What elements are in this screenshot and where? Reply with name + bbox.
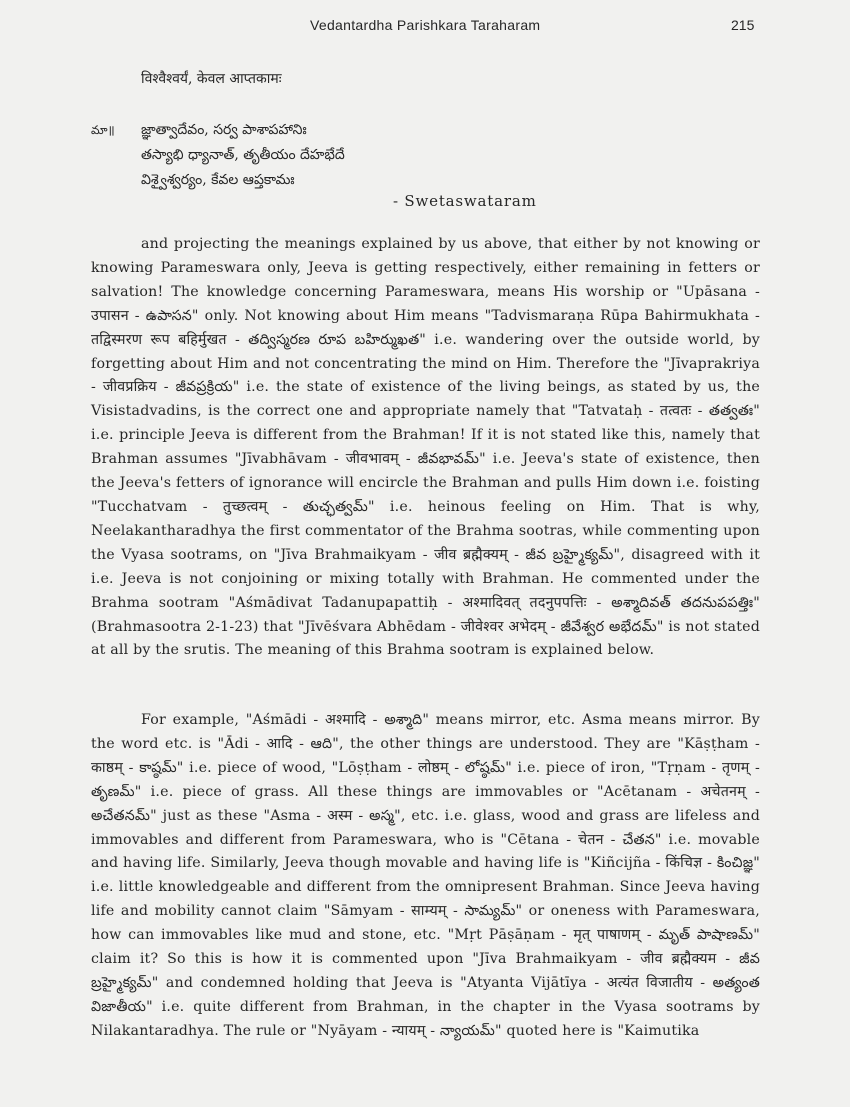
verse-telugu-line: తస్యాభి ధ్యానాత్, తృతీయం దేహభేదే [141,147,345,163]
body-paragraph: For example, "Aśmādi - अश्मादि - అశ్మాది" means mirror, etc. Asma means mirror. By the word etc. is "Ādi - आदि - ఆది", the other things are understood. They are "Kāṣṭham - काष्ठम् - కాష్ఠమ్" i.e. piece of wood, "Lōṣṭham - लोष्ठम् - లోష్ఠమ్" i.e. piece of iron, "Tṛṇam - तृणम् - తృణమ్" i.e. piece of grass. All these things are immovables or "Acētanam - अचेतनम् - అచేతనమ్" just as these "Asma - अस्म - అస్మ", etc. i.e. glass, wood and grass are lifeless and immovables and different from Parameswara, who is "Cētana - चेतन - చేతన" i.e. movable and having life. Similarly, Jeeva though movable and having life is "Kiñcijña - किंचिज्ञ - కించిజ్ఞ" i.e. little knowledgeable and different from the omnipresent Brahman. Since Jeeva having life and mobility cannot claim "Sāmyam - साम्यम् - సామ్యమ్" or oneness with Parameswara, how can immovables like mud and stone, etc. "Mṛt Pāṣāṇam - मृत् पाषाणम् - మృత్ పాషాణమ్" claim it? So this is how it is commented upon "Jīva Brahmaikyam - जीव ब्रह्मैक्यम - జీవ బ్రహ్మైక్యమ్" and condemned holding that Jeeva is "Atyanta Vijātīya - अत्यंत विजातीय - అత్యంత విజాతీయ" i.e. quite different from Brahman, in the chapter in the Vyasa sootrams by Nilakantaradhya. The rule or "Nyāyam - न्यायम् - న్యాయమ్" quoted here is "Kaimutika [91,712,760,1039]
body-paragraph: and projecting the meanings explained by us above, that either by not knowing or knowing Parameswara only, Jeeva is getting respectively, either remaining in fetters or salvation! The knowledge concerning Parameswara, means His worship or "Upāsana - उपासन - ఉపాసన" only. Not knowing about Him means "Tadvismaraṇa Rūpa Bahirmukhata - तद्विस्मरण रूप बहिर्मुखत - తద్విస్మరణ రూప బహిర్ముఖత" i.e. wandering over the outside world, by forgetting about Him and not concentrating the mind on Him. Therefore the "Jīvaprakriya - जीवप्रक्रिय - జీవప్రక్రియ" i.e. the state of existence of the living beings, as stated by us, the Visistadvadins, is the correct one and appropriate namely that "Tatvataḥ - तत्वतः - తత్వతః" i.e. principle Jeeva is different from the Brahman! If it is not stated like this, namely that Brahman assumes "Jīvabhāvam - जीवभावम् - జీవభావమ్" i.e. Jeeva's state of existence, then the Jeeva's fetters of ignorance will encircle the Brahman and pulls Him down i.e. foisting "Tucchatvam - तुच्छत्वम् - తుచ్ఛత్వమ్" i.e. heinous feeling on Him. That is why, Neelakantharadhya the first commentator of the Brahma sootras, while commenting upon the Vyasa sootrams, on "Jīva Brahmaikyam - जीव ब्रह्मैक्यम् - జీవ బ్రహ్మైక్యమ్", disagreed with it i.e. Jeeva is not conjoining or mixing totally with Brahman. He commented under the Brahma sootram "Aśmādivat Tadanupapattiḥ - अश्मादिवत् तदनुपपत्तिः - అశ్మాదివత్ తదనుపపత్తిః" (Brahmasootra 2-1-23) that "Jīvēśvara Abhēdam - जीवेश्वर अभेदम् - జీవేశ్వర అభేదమ్" is not stated at all by the srutis. The meaning of this Brahma sootram is explained below. [91,236,760,659]
page-number: 215 [731,17,755,33]
running-title: Vedantardha Parishkara Taraharam [310,17,541,33]
verse-devanagari-line: विश्वैश्वर्यं, केवल आप्तकामः [141,71,282,87]
verse-telugu-line: విశ్వైశ్వర్యం, కేవల ఆప్తకామః [141,172,295,188]
verse-telugu-block [141,119,345,194]
source-attribution: - Swetaswataram [393,192,537,210]
verse-telugu-line: జ్ఞాత్వాదేవం, సర్వ పాశాపహానిః [141,122,307,138]
verse-marker: మా॥ [91,123,115,137]
